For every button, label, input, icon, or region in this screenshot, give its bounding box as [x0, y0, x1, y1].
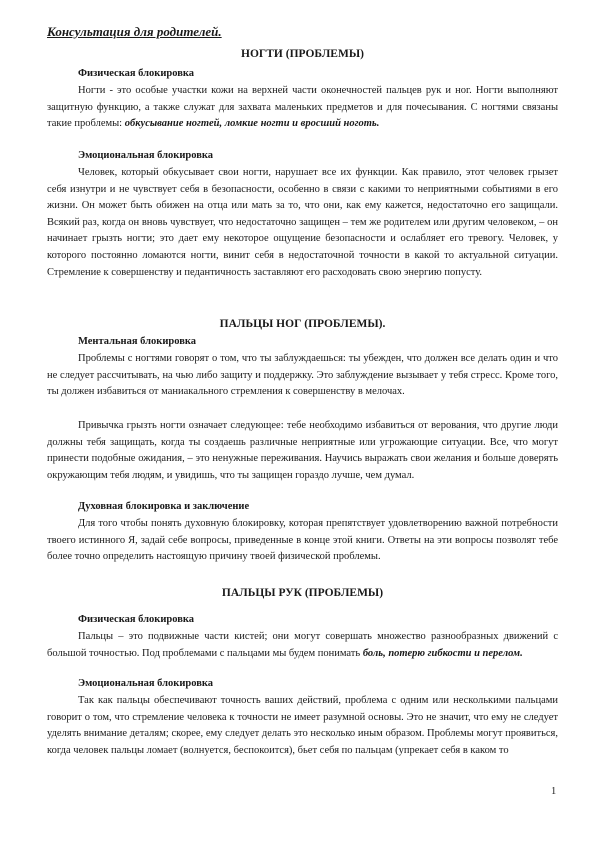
- subhead-mental-block: Ментальная блокировка: [78, 336, 197, 347]
- paragraph-toes-spiritual: Для того чтобы понять духовную блокировку, которая препятствует удовлетворению важной потребности твоего истинного Я, задай себе вопросы, приведенные в конце этой книги. Ответы на эти вопросы позволят тебе более точно определить настоящую причину твоей физической проблемы.: [47, 518, 558, 563]
- subhead-spiritual-block: Духовная блокировка и заключение: [78, 501, 250, 512]
- emphasis-nails-problems: обкусывание ногтей, ломкие ногти и вросший ноготь.: [124, 118, 380, 130]
- paragraph-fingers-emotional: Так как пальцы обеспечивают точность ваших действий, проблема с одним или несколькими пальцами говорит о том, что стремление человека к точности не имеет разумной основы. Это не значит, что ему не следует уделять внимание деталям; скорее, ему следует делать это несколько иным образом. Проблемы могут проявиться, когда человек пальцы ломает (волнуется, беспокоится), бьет себя по пальцам (упрекает себя в каком то: [47, 695, 558, 756]
- section-title-toes: ПАЛЬЦЫ НОГ (ПРОБЛЕМЫ).: [219, 318, 386, 330]
- paragraph-toes-mental-1: Проблемы с ногтями говорят о том, что ты заблуждаешься: ты убежден, что должен все делать один и что не следует рассчитывать, на чью либо защиту и поддержку. Это заблуждение вызывает у тебя стресс. Кроме того, ты должен избавиться от маниакального стремления к совершенству в мелочах.: [47, 353, 558, 398]
- subhead-physical-block: Физическая блокировка: [78, 68, 195, 79]
- paragraph-toes-mental-2: Привычка грызть ногти означает следующее: тебе необходимо избавиться от верования, что другие люди должны тебя защищать, когда ты создаешь различные неприятные или угрожающие ситуации. Все, что могут принести подобные ожидания, – это ненужные переживания. Научись выражать свои желания и больше доверять окружающим тебя людям, и увидишь, что ты защищен гораздо лучше, чем думал.: [47, 420, 558, 481]
- subhead-emotional-block: Эмоциональная блокировка: [78, 150, 214, 161]
- subhead-physical-block-fingers: Физическая блокировка: [78, 614, 195, 625]
- paragraph-nails-emotional: Человек, который обкусывает свои ногти, нарушает все их функции. Как правило, этот человек грызет себя изнутри и не чувствует себя в безопасности, особенно в связи с какими то неприятными событиями в его жизни. Он может быть обижен на отца или мать за то, что они, как ему кажется, недостаточно его защищали. Всякий раз, когда он вновь чувствует, что недостаточно защищен – тем же родителем или другим человеком, – он начинает грызть ногти; это дает ему некоторое ощущение безопасности и ослабляет его тревогу. Человек, у которого постоянно ломаются ногти, винит себя в недостаточной точности в какой то актуальной ситуации. Стремление к совершенству и педантичность заставляют его расходовать свою энергию попусту.: [47, 167, 558, 278]
- document-header: Консультация для родителей.: [47, 24, 222, 39]
- page-number: 1: [551, 786, 557, 797]
- section-title-fingers: ПАЛЬЦЫ РУК (ПРОБЛЕМЫ): [221, 587, 384, 599]
- paragraph-nails-physical: Ногти - это особые участки кожи на верхней части оконечностей пальцев рук и ног. Ногти выполняют защитную функцию, а также служат для захвата маленьких предметов и для почесывания. С ногтями связаны такие проблемы: обкусывание ногтей, ломкие ногти и вросший ноготь.: [47, 85, 558, 130]
- emphasis-fingers-problems: боль, потерю гибкости и перелом.: [362, 647, 523, 659]
- subhead-emotional-block-fingers: Эмоциональная блокировка: [78, 678, 214, 689]
- section-title-nails: НОГТИ (ПРОБЛЕМЫ): [241, 48, 364, 60]
- paragraph-fingers-physical: Пальцы – это подвижные части кистей; они могут совершать множество разнообразных движений с большой точностью. Под проблемами с пальцами мы будем понимать боль, потерю гибкости и перелом.: [47, 631, 558, 659]
